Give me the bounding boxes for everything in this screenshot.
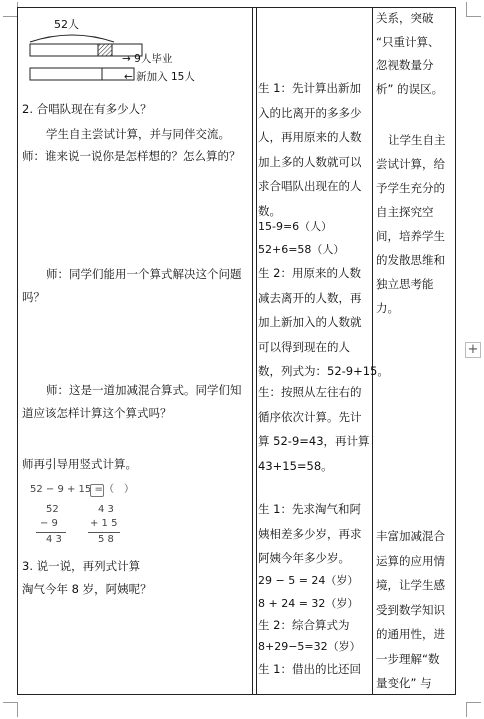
teacher-ask-1: 师：谁来说一说你是怎样想的？怎么算的？ [22, 149, 241, 163]
design-note-application-line: 境，让学生感 [376, 578, 445, 592]
design-note-self-try-line: 独立思考能 [376, 277, 434, 291]
student-1-answer-line: 加上多的人数就可以 [258, 154, 362, 169]
question-3-text: 淘气今年 8 岁，阿姨呢？ [22, 582, 152, 596]
student-summary-line: 生：按照从左往右的 [258, 385, 362, 399]
design-note-application-line: 一步理解“数 [376, 651, 440, 666]
student-2-answer-line: 可以得到现在的人 [258, 339, 350, 354]
page-corner-mark [3, 702, 18, 717]
student-1-question-3-line: 生 1：先求淘气和阿 [258, 502, 361, 516]
student-summary-line: 算 52-9=43，再计算 [258, 434, 370, 448]
student-1-answer-line: 生 1：先计算出新加 [258, 81, 361, 95]
student-1-question-3-line: 阿姨今年多少岁。 [258, 551, 350, 565]
formula-expression: 52 − 9 + 15 = [30, 484, 103, 495]
design-note-self-try-line: 尝试计算，给 [376, 157, 445, 171]
question-3: 3. 说一说，再列式计算 [22, 559, 141, 573]
sketch-join-label: ← 新加入 15人 [124, 71, 195, 83]
expand-button[interactable]: + [465, 342, 481, 358]
design-note-application-line: 的通用性，进 [376, 627, 445, 641]
student-2-answer-line: 减去离开的人数，再 [258, 290, 362, 305]
page-corner-mark [3, 2, 18, 17]
answer-box [90, 484, 104, 497]
calc1-top: 5̇2 [46, 504, 59, 515]
design-note-self-try-line: 间，培养学生 [376, 229, 445, 243]
design-note-top-line: 析” 的误区。 [376, 81, 444, 96]
teacher-ask-2-cont: 吗？ [22, 290, 45, 304]
design-note-self-try-line: 予学生充分的 [376, 181, 445, 195]
teacher-ask-3-cont: 道应该怎样计算这个算式吗？ [22, 406, 172, 420]
column-divider [256, 7, 257, 695]
question-3-calc-1: 29 − 5 = 24（岁） [258, 574, 359, 587]
design-note-application-line: 受到数学知识 [376, 602, 445, 617]
design-note-self-try-line: 力。 [376, 301, 399, 315]
teacher-ask-2: 师：同学们能用一个算式解决这个问题 [46, 267, 242, 281]
student-1-question-3 [258, 497, 362, 571]
formula-paren: （ ） [104, 484, 134, 495]
sketch-total-label: 52人 [54, 18, 79, 31]
student-2-answer [258, 261, 389, 384]
student-1-calc-2: 52+6=58（人） [258, 243, 345, 256]
calc1-sub: − 9 [40, 518, 58, 529]
calc2-top: 4 3 [98, 504, 114, 515]
student-2-answer-line: 数，列式为：52-9+15。 [258, 364, 389, 378]
design-note-top-line: “只重计算、 [376, 34, 440, 49]
calc2-add: + 1 5 [90, 518, 118, 529]
student-1-answer-line: 求合唱队出现在的人 [258, 179, 362, 193]
self-try-text: 学生自主尝试计算，并与同伴交流。 [46, 127, 230, 141]
student-1-calc-1: 15-9=6（人） [258, 220, 333, 233]
page-corner-mark [466, 2, 481, 17]
student-summary-line: 循序依次计算。先计 [258, 409, 362, 424]
student-2-question-3: 生 2：综合算式为 [258, 618, 350, 632]
student-1-next: 生 1：借出的比还回 [258, 662, 361, 676]
student-summary-line: 43+15=58。 [258, 458, 333, 473]
design-note-application-line: 丰富加减混合 [376, 529, 445, 543]
student-1-answer-line: 人，再用原来的人数 [258, 130, 362, 144]
design-note-application-line: 量变化” 与 [376, 676, 432, 690]
design-note-top-line: 关系，突破 [376, 11, 434, 25]
question-3-calc-2: 8 + 24 = 32（岁） [258, 597, 359, 610]
calc1-result: 4 3 [46, 534, 62, 545]
sketch-leave-label: → 9人毕业 [122, 53, 173, 65]
page-corner-mark [466, 702, 481, 717]
question-2: 2. 合唱队现在有多少人？ [22, 102, 152, 116]
student-1-answer [258, 76, 362, 223]
calc2-result: 5 8 [98, 534, 114, 545]
student-1-answer-line: 入的比离开的多多少 [258, 105, 362, 120]
design-note-self-try-line: 让学生自主 [388, 133, 446, 147]
guide-text: 师再引导用竖式计算。 [22, 457, 137, 471]
design-note-self-try [376, 128, 446, 320]
student-1-question-3-line: 姨相差多少岁，再求 [258, 526, 362, 541]
design-note-top-line: 忽视数量分 [376, 58, 434, 72]
question-3-calc-3: 8+29−5=32（岁） [258, 640, 361, 653]
teacher-ask-3: 师：这是一道加减混合算式。同学们知 [46, 383, 242, 397]
design-note-top [376, 7, 443, 101]
column-divider [252, 7, 253, 695]
student-1-answer-line: 数。 [258, 203, 281, 218]
design-note-self-try-line: 自主探究空 [376, 205, 434, 219]
design-note-application-line: 运算的应用情 [376, 553, 445, 568]
student-2-answer-line: 加上新加入的人数就 [258, 315, 362, 329]
design-note-application [376, 524, 445, 696]
student-2-answer-line: 生 2：用原来的人数 [258, 266, 361, 280]
student-summary-answer [258, 380, 370, 478]
design-note-self-try-line: 的发散思维和 [376, 253, 445, 267]
